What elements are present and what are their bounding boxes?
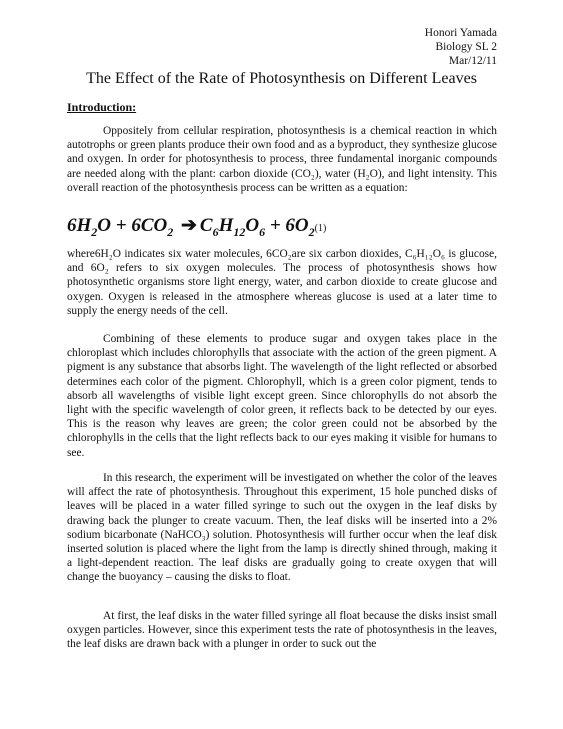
report-date: Mar/12/11: [448, 55, 497, 67]
paragraph-4: In this research, the experiment will be investigated on whether the color of the leaves will affect the rate of photosynthesis. Throughout this experiment, 15 hole punched disks of leaves will be placed in a water filled syringe to such out the oxygen in the leaf disks by drawing back the plunger to create vacuum. Then, the leaf disks will be inserted into a 2% sodium bicarbonate (NaHCO₃) solution. Photosynthesis will further occur when the leaf disk inserted solution is placed where the light from the lamp is directly shined through, making it a light-dependent reaction. The leaf disks are gradually going to create oxygen that will change the buoyancy – causing the disks to float.: [67, 472, 497, 584]
photosynthesis-equation: $6H_2O + 6CO_2$ ➔ $C_6H_{12}O_6 + 6O_2(1)$: [67, 215, 327, 239]
equation-number: (1): [314, 223, 327, 234]
introduction-heading: Introduction:: [67, 100, 137, 114]
course-name: Biology SL 2: [435, 41, 497, 53]
right-arrow-icon: ➔: [180, 215, 197, 236]
author-name: Honori Yamada: [424, 27, 497, 39]
document-title: The Effect of the Rate of Photosynthesis on Different Leaves: [86, 70, 477, 87]
paragraph-2: where6H₂O indicates six water molecules, 6CO₂are six carbon dioxides, C₆H₁₂O₆ is glucose, and 6O₂ refers to six oxygen molecules. The process of photosynthesis shows how photosynthetic organisms store light energy, water, and carbon dioxide to create glucose and oxygen. Oxygen is released in the atmosphere whereas glucose is used at a later time to supply the energy needs of the cell.: [67, 248, 497, 317]
paragraph-1: Oppositely from cellular respiration, photosynthesis is a chemical reaction in which autotrophs or green plants produce their own food and as a byproduct, they synthesize glucose and oxygen. In order for photosynthesis to process, three fundamental inorganic compounds are needed along with the plant: carbon dioxide (CO₂), water (H₂O), and light intensity. This overall reaction of the photosynthesis process can be written as a equation:: [67, 125, 497, 194]
paragraph-5: At first, the leaf disks in the water filled syringe all float because the disks insist small oxygen particles. However, since this experiment tests the rate of photosynthesis in the leaves, the leaf disks are drawn back with a plunger in order to suck out the: [67, 610, 497, 651]
paragraph-3: Combining of these elements to produce sugar and oxygen takes place in the chloroplast which includes chlorophylls that associate with the action of the green pigment. A pigment is any substance that absorbs light. The wavelength of the light reflected or absorbed determines each color of the pigment. Chlorophyll, which is a green color pigment, tends to absorb all wavelengths of visible light except green. Since chlorophylls do not absorb the light with the specific wavelength of color green, it reflects back to be detected by our eyes. This is the reason why leaves are green; the color green could not be absorbed by the chlorophylls in the cells that the light reflects back to our eyes making it visible for humans to see.: [67, 333, 497, 459]
author-header: [425, 26, 497, 68]
